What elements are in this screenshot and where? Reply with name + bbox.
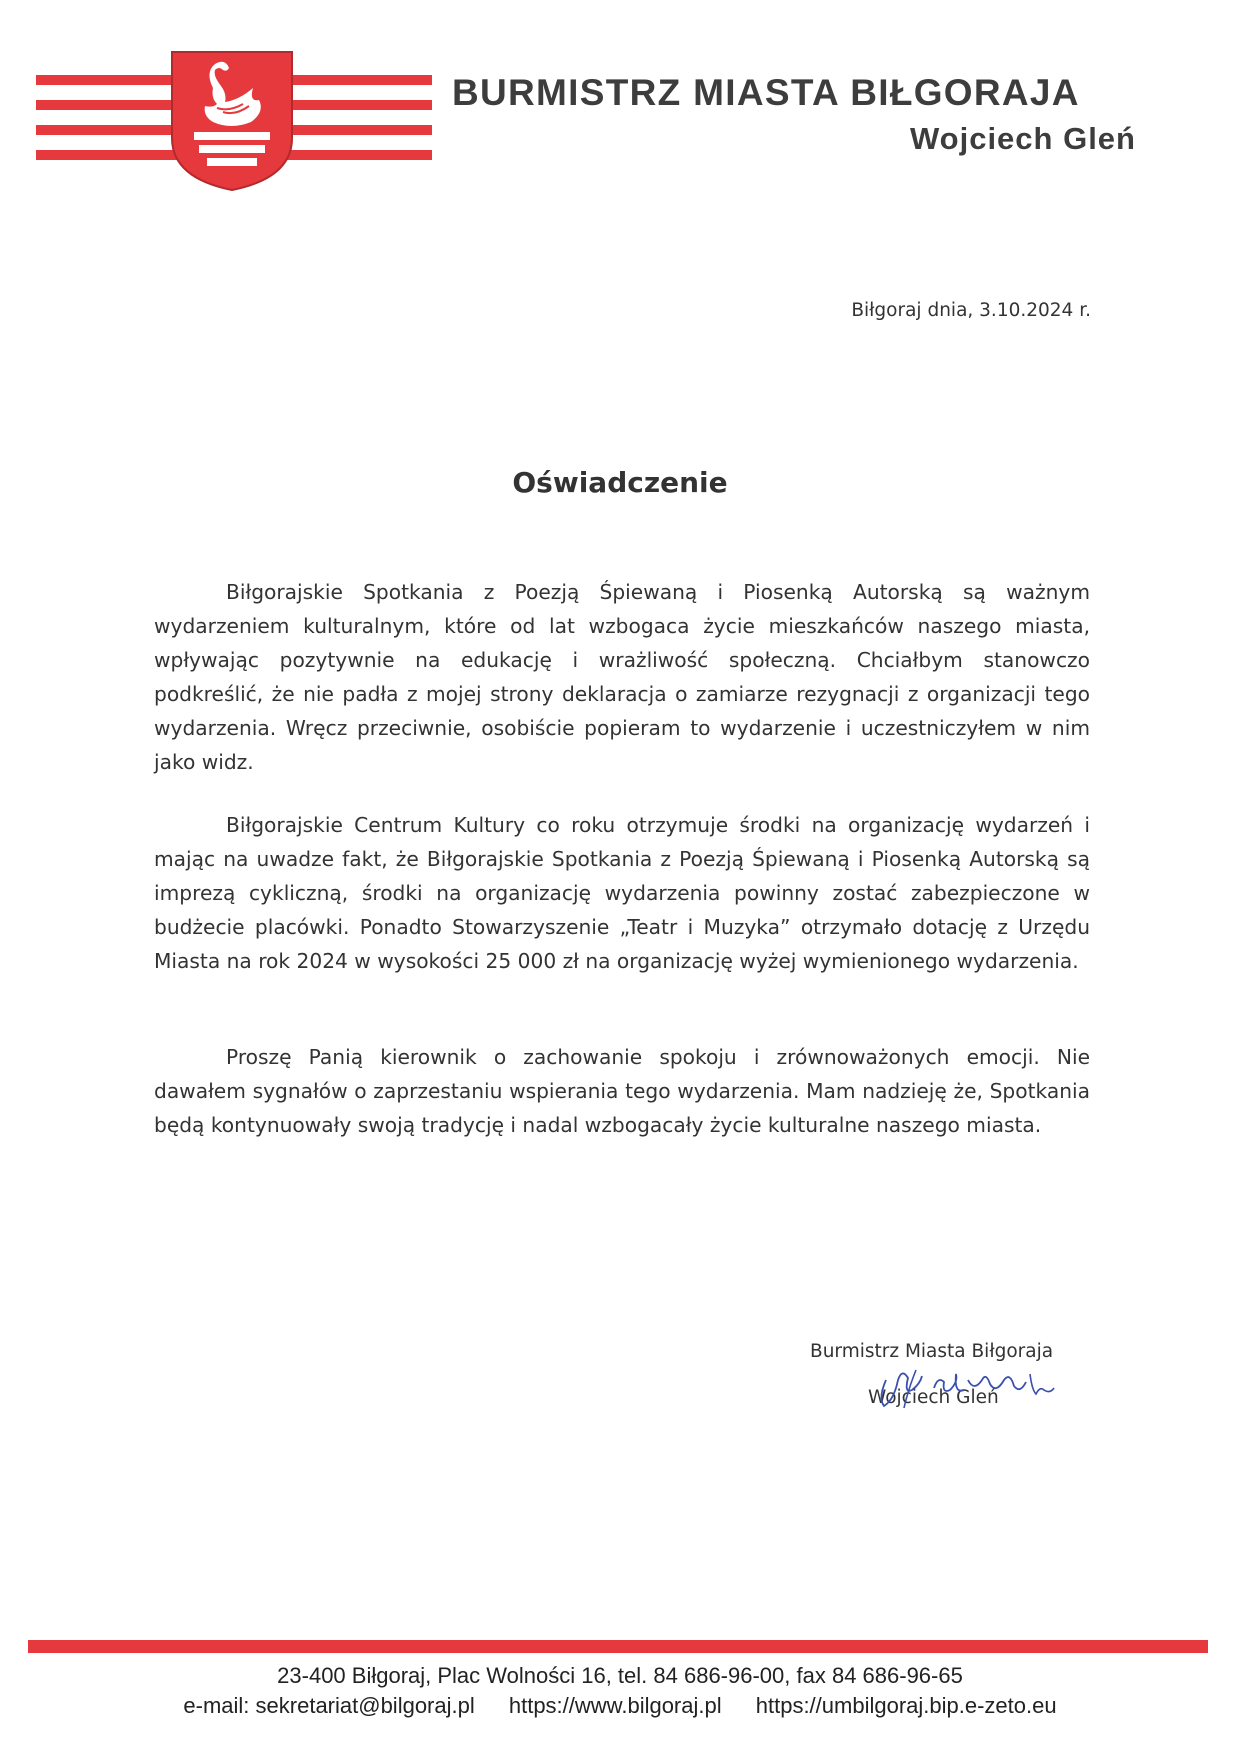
body-paragraph [154,575,1090,779]
document-date: Biłgoraj dnia, 3.10.2024 r. [851,300,1091,321]
body-paragraph [154,808,1090,978]
paragraph-text: Proszę Panią kierownik o zachowanie spokoju i zrównoważonych emocji. Nie dawałem sygnałów o zaprzestaniu wspierania tego wydarzenia. Mam nadzieję że, Spotkania będą kontynuowały swoją tradycję i nadal wzbogacały życie kulturalne naszego miasta. [154,1045,1090,1137]
footer-email[interactable]: e-mail: sekretariat@bilgoraj.pl [183,1693,475,1718]
footer-contacts [0,1693,1240,1719]
footer-address: 23-400 Biłgoraj, Plac Wolności 16, tel. 84 686-96-00, fax 84 686-96-65 [277,1663,963,1688]
footer-website[interactable]: https://www.bilgoraj.pl [508,1693,722,1718]
header-name: Wojciech Gleń [909,121,1136,156]
signature-title: Burmistrz Miasta Biłgoraja [810,1341,1054,1362]
footer-bar [28,1640,1208,1653]
handwritten-signature [864,1350,1064,1420]
header-title: BURMISTRZ MIASTA BIŁGORAJA [452,72,1080,113]
document-title: Oświadczenie [512,466,728,499]
paragraph-text: Biłgorajskie Spotkania z Poezją Śpiewaną i Piosenką Autorską są ważnym wydarzeniem kulturalnym, które od lat wzbogaca życie mieszkańców naszego miasta, wpływając pozytywnie na edukację i wrażliwość społeczną. Chciałbym stanowczo podkreślić, że nie padła z mojej strony deklaracja o zamiarze rezygnacji z organizacji tego wydarzenia. Wręcz przeciwnie, osobiście popieram to wydarzenie i uczestniczyłem w nim jako widz. [154,580,1090,774]
footer-bip[interactable]: https://umbilgoraj.bip.e-zeto.eu [755,1693,1057,1718]
paragraph-text: Biłgorajskie Centrum Kultury co roku otrzymuje środki na organizację wydarzeń i mając na uwadze fakt, że Biłgorajskie Spotkania z Poezją Śpiewaną i Piosenką Autorską są imprezą cykliczną, środki na organizację wydarzenia powinny zostać zabezpieczone w budżecie placówki. Ponadto Stowarzyszenie „Teatr i Muzyka” otrzymało dotację z Urzędu Miasta na rok 2024 w wysokości 25 000 zł na organizację wyżej wymienionego wydarzenia. [154,813,1090,973]
body-paragraph [154,1040,1090,1142]
swan-coat-of-arms-icon [169,50,295,192]
signature-name: Wojciech Gleń [868,1387,999,1408]
